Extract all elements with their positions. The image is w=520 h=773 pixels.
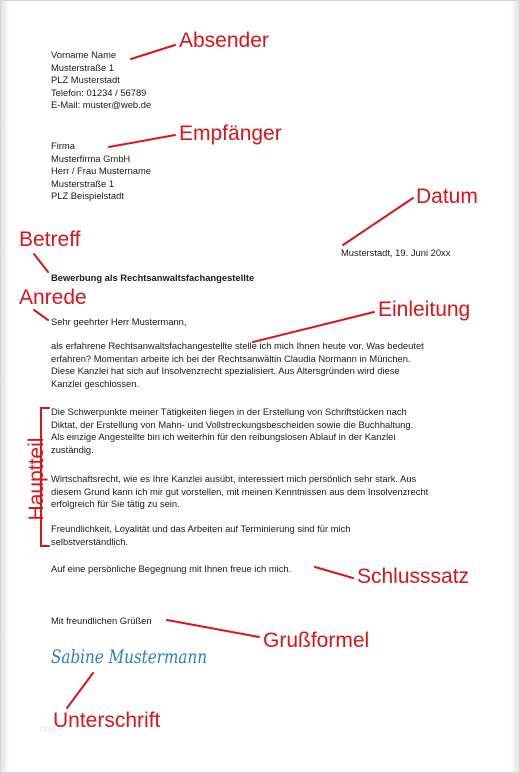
label-unterschrift: Unterschrift	[53, 709, 161, 732]
recipient-block	[51, 140, 151, 203]
sender-city: PLZ Musterstadt	[51, 74, 120, 86]
arrow-unterschrift	[67, 673, 93, 708]
sender-name: Vorname Name	[51, 49, 117, 60]
subject-line: Bewerbung als Rechtsanwaltsfachangestellte	[51, 272, 255, 283]
date-line: Musterstadt, 19. Juni 20xx	[341, 247, 451, 258]
label-betreff: Betreff	[19, 228, 81, 251]
arrow-grussformel	[167, 620, 259, 637]
intro-paragraph	[51, 340, 424, 390]
label-hauptteil: Hauptteil	[25, 437, 48, 521]
text-line: erfolgreich für Sie tätig zu sein.	[51, 498, 180, 510]
body-paragraph	[51, 473, 428, 511]
text-line: diesem Grund kann ich mir gut vorstellen, mit meinen Kenntnissen aus dem Insolvenzrecht	[51, 485, 429, 497]
text-line: zuständig.	[51, 443, 94, 455]
text-line: selbstverständlich.	[51, 535, 129, 547]
label-absender: Absender	[179, 29, 269, 52]
body-paragraph	[51, 523, 350, 548]
arrow-datum	[343, 198, 413, 245]
label-schlusssatz: Schlusssatz	[357, 565, 470, 588]
recipient-line: Herr / Frau Mustername	[51, 165, 152, 177]
salutation-line: Sehr geehrter Herr Mustermann,	[51, 316, 187, 327]
text-line: Kanzlei geschlossen.	[51, 377, 140, 389]
signature: Sabine Mustermann	[51, 646, 207, 668]
text-line: Als einzige Angestellte bin ich weiterhin für den reibungslosen Ablauf in der Kanzlei	[51, 431, 396, 443]
watermark: bbw	[40, 724, 57, 734]
text-line: Freundlichkeit, Loyalität und das Arbeiten auf Terminierung sind für mich	[51, 523, 351, 534]
sender-street: Musterstraße 1	[51, 61, 115, 73]
arrow-einleitung	[253, 312, 374, 342]
closing-sentence: Auf eine persönliche Begegnung mit Ihnen freue ich mich.	[51, 563, 292, 574]
greeting-line: Mit freundlichen Grüßen	[51, 615, 152, 626]
body-paragraph	[51, 406, 413, 456]
sender-email: E-Mail: muster@web.de	[51, 99, 152, 111]
text-line: als erfahrene Rechtsanwaltsfachangestellte stelle ich mich Ihnen heute vor. Was bedeutet	[51, 340, 424, 351]
arrow-betreff	[34, 254, 48, 272]
recipient-line: Musterstraße 1	[51, 177, 115, 189]
label-grussformel: Grußformel	[263, 629, 370, 652]
sender-block	[51, 49, 151, 112]
label-datum: Datum	[416, 185, 478, 208]
label-anrede: Anrede	[19, 286, 87, 309]
text-line: Diese Kanzlei hat sich auf Insolvenzrecht spezialisiert. Aus Altersgründen wird diese	[51, 365, 400, 377]
label-empfaenger: Empfänger	[179, 122, 282, 145]
recipient-line: PLZ Beispielstadt	[51, 190, 124, 202]
label-einleitung: Einleitung	[378, 298, 471, 321]
recipient-line: Firma	[51, 140, 75, 151]
text-line: Wirtschaftsrecht, wie es Ihre Kanzlei ausübt, interessiert mich persönlich sehr stark. Aus	[51, 473, 417, 484]
arrow-anrede	[34, 310, 48, 320]
text-line: Die Schwerpunkte meiner Tätigkeiten liegen in der Erstellung von Schriftstücken nach	[51, 406, 407, 417]
sender-phone: Telefon: 01234 / 56789	[51, 86, 147, 98]
arrow-schlusssatz	[315, 567, 353, 578]
text-line: Diktat, der Erstellung von Mahn- und Vollstreckungsbescheiden sowie die Buchhaltung.	[51, 418, 414, 430]
text-line: erfahren? Momentan arbeite ich bei der Rechtsanwältin Claudia Normann in München.	[51, 352, 411, 364]
recipient-line: Musterfirma GmbH	[51, 152, 131, 164]
